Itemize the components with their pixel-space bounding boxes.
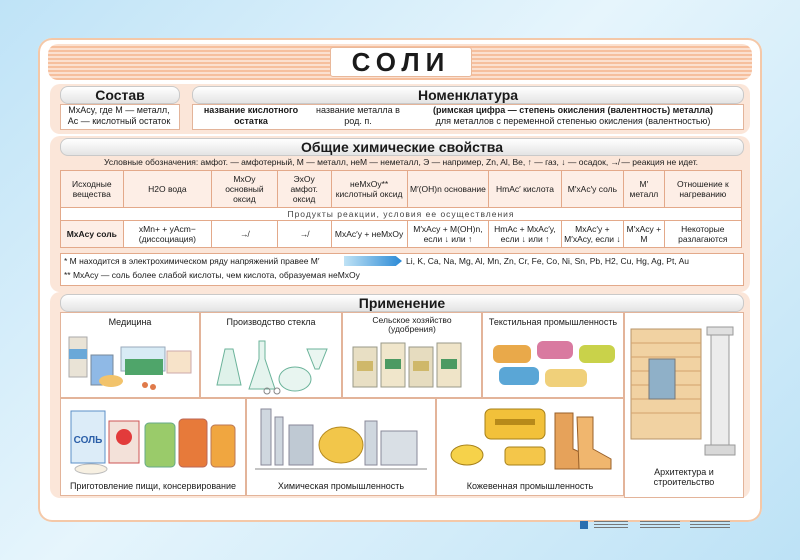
application-label: Приготовление пищи, консервирование xyxy=(69,481,237,491)
application-label: Производство стекла xyxy=(226,317,316,327)
medicine-icon xyxy=(65,329,195,395)
table-cell: HmAc + MxAc′y, если ↓ или ↑ xyxy=(489,221,561,248)
col-header: неMxOy** кислотный оксид xyxy=(331,171,407,208)
table-cell: MxAc′y + неMxOy xyxy=(331,221,407,248)
table-cell: ↛ xyxy=(277,221,331,248)
table-cell: M′xAcy + M(OH)n, если ↓ или ↑ xyxy=(407,221,489,248)
col-header: ЭxOy амфот. оксид xyxy=(277,171,331,208)
table-cell: MxAc′y + M′xAcy, если ↓ xyxy=(561,221,624,248)
table-cell: Некоторые разлагаются xyxy=(664,221,741,248)
salt-and-jars-icon xyxy=(67,403,239,477)
row-label: MxAcy соль xyxy=(61,221,124,248)
col-header: Исходные вещества xyxy=(61,171,124,208)
application-label: Текстильная промышленность xyxy=(488,317,618,327)
application-medicine xyxy=(60,312,200,398)
col-header: Отношение к нагреванию xyxy=(664,171,741,208)
col-header: MxOy основный оксид xyxy=(212,171,277,208)
table-cell: ↛ xyxy=(212,221,277,248)
composition-line-1: MxAcy, где M — металл, xyxy=(68,105,170,115)
nomenclature-metal-name: название металла в род. п. xyxy=(316,105,400,126)
page-title: СОЛИ xyxy=(330,47,472,77)
fabric-rolls-icon xyxy=(489,331,619,393)
nomenclature-variable-valence-note: для металлов с переменной степенью окисления (валентностью) xyxy=(435,116,711,126)
table-cell: M′xAcy + M xyxy=(624,221,664,248)
glassware-icon xyxy=(207,329,337,395)
application-label: Сельское хозяйство (удобрения) xyxy=(372,315,452,334)
application-label: Химическая промышленность xyxy=(277,481,405,491)
leather-goods-icon xyxy=(445,403,617,477)
column-building-icon xyxy=(629,319,739,459)
composition-header: Состав xyxy=(60,86,180,104)
nomenclature-roman-numeral: (римская цифра — степень окисления (валентность) металла) xyxy=(433,105,713,115)
chemical-plant-icon xyxy=(255,403,427,477)
nomenclature-acid-residue: название кислотного остатка xyxy=(203,105,299,126)
table-cell: xMn+ + yAcm− (диссоциация) xyxy=(123,221,212,248)
application-chemical-industry xyxy=(246,398,436,496)
properties-legend: Условные обозначения: амфот. — амфотерный, M — металл, неM — неметалл, Э — например, Zn, Al, Be, ↑ — газ, ↓ — осадок, ↛ — реакция не идет. xyxy=(103,157,699,167)
note-2: ** MxAcy — соль более слабой кислоты, чем кислота, образуемая неMxOy xyxy=(64,270,360,280)
products-subheader: Продукты реакции, условия ее осуществления xyxy=(61,208,742,221)
application-textile xyxy=(482,312,624,398)
application-label: Медицина xyxy=(108,317,152,327)
application-food xyxy=(60,398,246,496)
salt-pack-label: СОЛЬ xyxy=(73,435,103,446)
application-agriculture xyxy=(342,312,482,398)
arrow-right-icon xyxy=(344,256,402,266)
note-1: * M находится в электрохимическом ряду напряжений правее M′ xyxy=(64,256,320,266)
col-header: M′xAc′y соль xyxy=(561,171,624,208)
electrochemical-series: Li, K, Ca, Na, Mg, Al, Mn, Zn, Cr, Fe, Co, Ni, Sn, Pb, H2, Cu, Hg, Ag, Pt, Au xyxy=(406,256,689,266)
fertilizer-bags-icon xyxy=(351,337,475,395)
properties-header: Общие химические свойства xyxy=(60,138,744,156)
applications-header: Применение xyxy=(60,294,744,312)
application-label: Архитектура и строительство xyxy=(653,467,715,487)
nomenclature-header: Номенклатура xyxy=(192,86,744,104)
application-leather xyxy=(436,398,624,496)
publisher-imprint xyxy=(580,518,750,532)
composition-line-2: Ac — кислотный остаток xyxy=(67,116,171,126)
col-header: H2O вода xyxy=(123,171,212,208)
col-header: HmAc′ кислота xyxy=(489,171,561,208)
application-glass xyxy=(200,312,342,398)
properties-table xyxy=(60,170,742,248)
publisher-logo-icon xyxy=(580,518,750,532)
col-header: M′ металл xyxy=(624,171,664,208)
col-header: M′(OH)n основание xyxy=(407,171,489,208)
application-label: Кожевенная промышленность xyxy=(466,481,594,491)
application-architecture xyxy=(624,312,744,498)
